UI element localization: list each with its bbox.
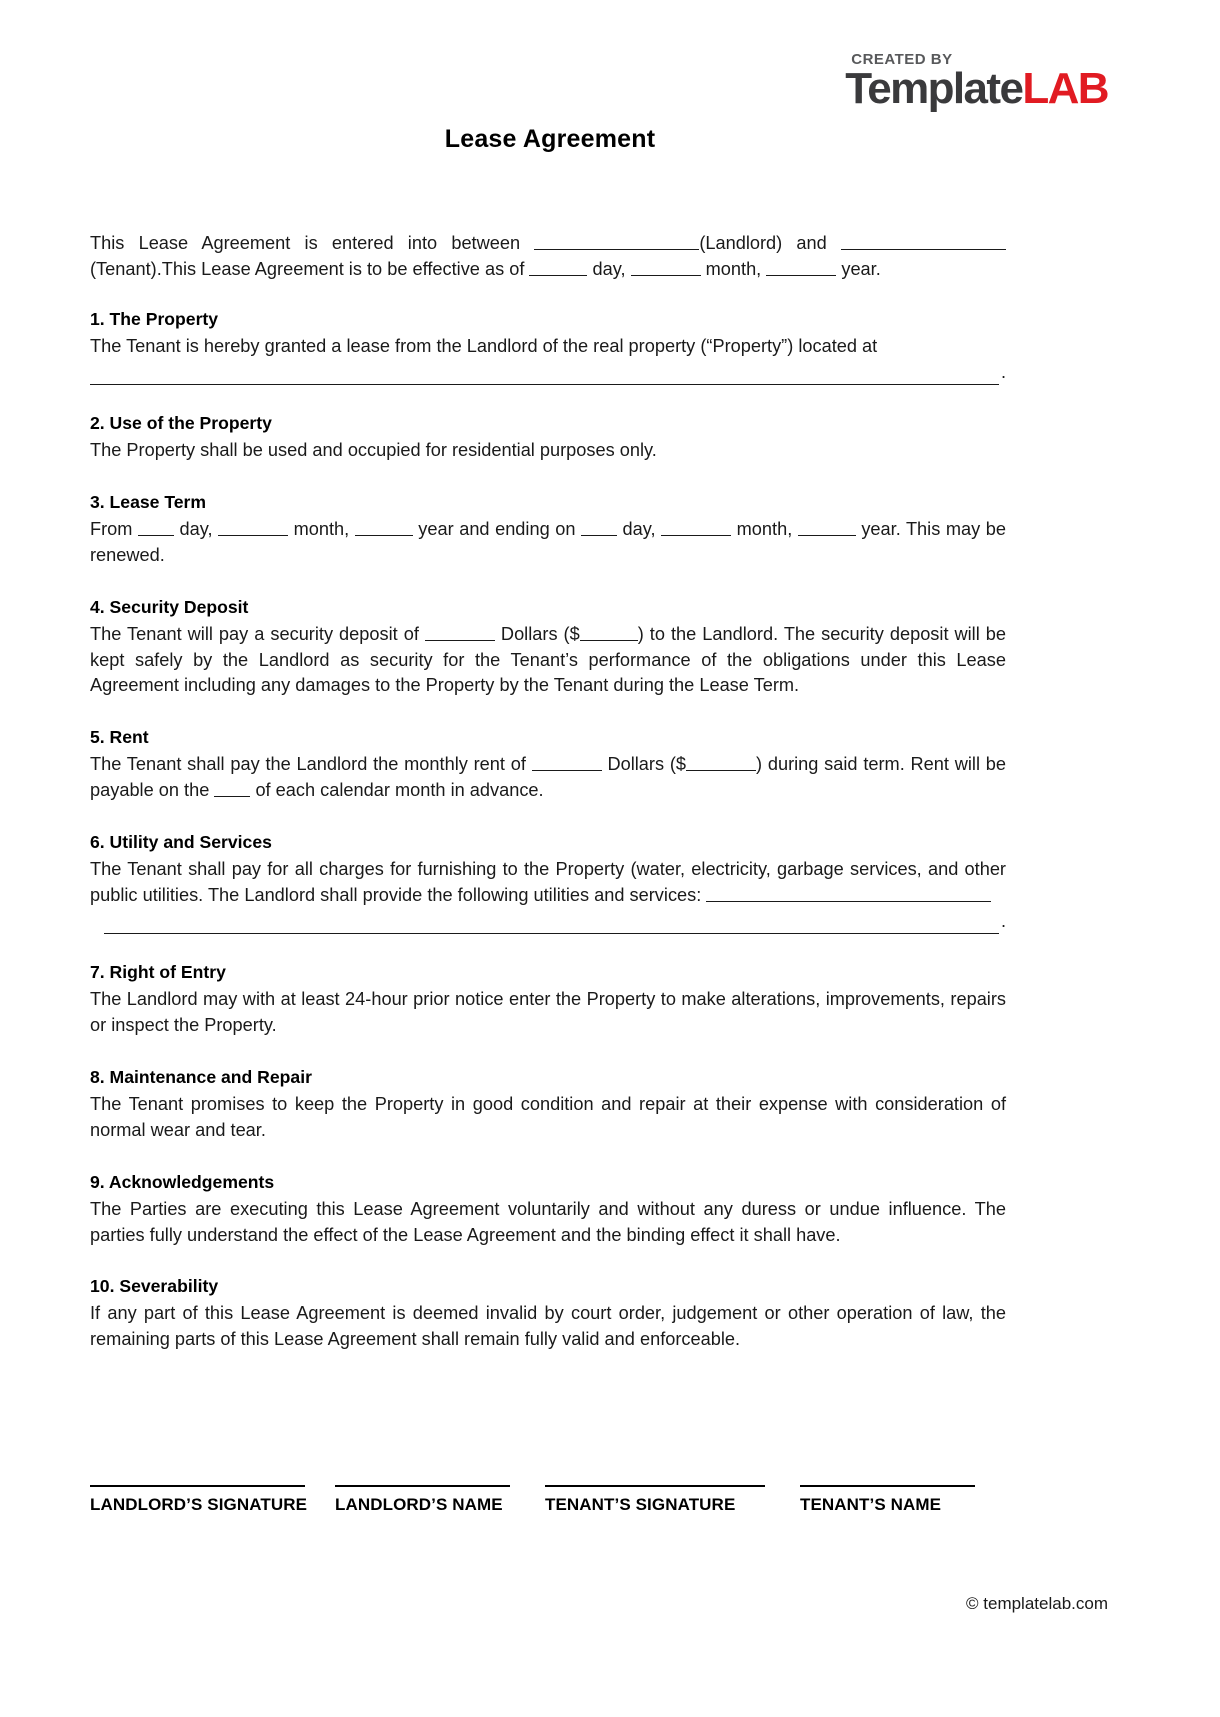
security-deposit-words-blank[interactable] [425, 624, 495, 641]
section-heading-4: 4. Security Deposit [90, 596, 249, 617]
section-right-of-entry [90, 960, 1006, 1039]
section-heading-5: 5. Rent [90, 727, 149, 748]
intro-text-6: year. [836, 258, 881, 279]
property-address-blank[interactable] [90, 365, 999, 385]
lease-start-month-blank[interactable] [218, 519, 288, 536]
section-maintenance-and-repair [90, 1065, 1006, 1144]
security-deposit-text-3: ) to the Landlord. The security deposit will be kept safely by the Landlord as security for the Tenant’s performance of the obligations under this Lease Agreement including any damages to the Property by the Tenant during the Lease Term. [90, 623, 1007, 696]
signature-column-tenant-signature [545, 1485, 800, 1515]
section-body-10: If any part of this Lease Agreement is deemed invalid by court order, judgement or other operation of law, the remaining parts of this Lease Agreement shall remain fully valid and enforceable. [90, 1303, 1006, 1350]
signature-column-landlord-name [335, 1485, 545, 1515]
lease-term-text-7: year. This may be renewed. [90, 519, 1006, 565]
intro-text-5: month, [700, 258, 767, 279]
intro-text-4: day, [587, 258, 631, 279]
utilities-provided-blank-row [90, 909, 1006, 935]
lease-term-text-2: day, [173, 519, 219, 540]
section-heading-6: 6. Utility and Services [90, 831, 272, 852]
security-deposit-text-1: The Tenant will pay a security deposit of [90, 623, 425, 644]
signature-column-tenant-name [800, 1485, 1000, 1515]
logo-lab-text: LAB [1022, 64, 1108, 113]
lease-end-day-blank[interactable] [581, 519, 617, 536]
section-heading-1: 1. The Property [90, 308, 219, 329]
utilities-text-1: The Tenant shall pay for all charges for furnishing to the Property (water, electricity, garbage services, and other public utilities. The Landlord shall provide the following utilities and services: [90, 858, 1006, 905]
landlord-name-blank[interactable] [534, 233, 699, 250]
section-rent [90, 725, 1006, 804]
logo-wordmark [845, 64, 1108, 113]
section-1-text: The Tenant is hereby granted a lease from the Landlord of the real property (“Property”) located at [90, 335, 878, 356]
landlord-name-line[interactable] [335, 1485, 510, 1487]
lease-start-day-blank[interactable] [138, 519, 174, 536]
section-body-5 [90, 752, 1006, 804]
section-body-4 [90, 622, 1006, 700]
utilities-provided-blank-2[interactable] [104, 914, 999, 934]
templatelab-logo [845, 51, 1108, 113]
signature-block [90, 1485, 1010, 1515]
lease-start-year-blank[interactable] [355, 519, 413, 536]
section-heading-2: 2. Use of the Property [90, 413, 272, 434]
tenant-name-blank[interactable] [841, 233, 1006, 250]
landlord-signature-label: LANDLORD’S SIGNATURE [90, 1495, 308, 1514]
document-body [90, 231, 1006, 1353]
rent-text-2: Dollars ($ [601, 754, 687, 775]
rent-amount-blank[interactable] [686, 754, 756, 771]
section-6-rule-tail: . [1000, 910, 1006, 931]
tenant-name-label: TENANT’S NAME [800, 1495, 942, 1514]
logo-template-text: Template [845, 64, 1023, 113]
utilities-provided-blank-1[interactable] [706, 885, 991, 902]
security-deposit-amount-blank[interactable] [580, 624, 638, 641]
section-body-7: The Landlord may with at least 24-hour prior notice enter the Property to make alterations, improvements, repairs or inspect the Property. [90, 989, 1006, 1036]
rent-text-4: of each calendar month in advance. [250, 780, 544, 801]
section-heading-7: 7. Right of Entry [90, 962, 226, 983]
section-heading-3: 3. Lease Term [90, 492, 207, 513]
section-heading-10: 10. Severability [90, 1276, 219, 1297]
lease-term-text-1: From [90, 519, 138, 540]
intro-text-1: This Lease Agreement is entered into between [90, 233, 535, 253]
signature-column-landlord-signature [90, 1485, 335, 1515]
logo-created-by-label: CREATED BY [851, 51, 953, 68]
section-body-8: The Tenant promises to keep the Property in good condition and repair at their expense with consideration of normal wear and tear. [90, 1094, 1006, 1140]
page-title: Lease Agreement [444, 125, 656, 153]
property-address-blank-row [90, 360, 1006, 386]
tenant-name-line[interactable] [800, 1485, 975, 1487]
security-deposit-text-2: Dollars ($ [494, 623, 580, 644]
effective-day-blank[interactable] [529, 259, 587, 276]
section-heading-8: 8. Maintenance and Repair [90, 1067, 312, 1088]
effective-year-blank[interactable] [766, 259, 836, 276]
rent-due-day-blank[interactable] [214, 780, 250, 797]
section-use-of-property [90, 411, 1006, 464]
lease-term-text-6: month, [731, 519, 798, 540]
section-body-9: The Parties are executing this Lease Agreement voluntarily and without any duress or undue influence. The parties fully understand the effect of the Lease Agreement and the binding effect it shall have. [90, 1198, 1006, 1245]
section-body-6 [90, 857, 1006, 909]
intro-text-2: (Landlord) and [699, 233, 841, 253]
lease-end-year-blank[interactable] [798, 519, 856, 536]
section-utility-and-services [90, 830, 1006, 935]
section-body-2: The Property shall be used and occupied for residential purposes only. [90, 440, 657, 461]
landlord-name-label: LANDLORD’S NAME [335, 1495, 503, 1514]
section-acknowledgements [90, 1170, 1006, 1249]
rent-text-1: The Tenant shall pay the Landlord the monthly rent of [90, 754, 532, 775]
section-security-deposit [90, 595, 1006, 700]
footer-copyright: © templatelab.com [966, 1594, 1108, 1613]
section-severability [90, 1274, 1006, 1353]
section-body-3 [90, 517, 1006, 569]
lease-term-text-3: month, [288, 519, 355, 540]
section-body-1 [90, 334, 1006, 360]
section-lease-term [90, 490, 1006, 569]
section-the-property [90, 307, 1006, 386]
lease-term-text-4: year and ending on [412, 519, 581, 540]
tenant-signature-line[interactable] [545, 1485, 765, 1487]
effective-month-blank[interactable] [631, 259, 701, 276]
section-1-rule-tail: . [1000, 361, 1006, 382]
section-heading-9: 9. Acknowledgements [90, 1171, 275, 1192]
intro-paragraph [90, 231, 1006, 283]
tenant-signature-label: TENANT’S SIGNATURE [545, 1495, 736, 1514]
intro-text-3: (Tenant).This Lease Agreement is to be effective as of [90, 258, 530, 279]
rent-words-blank[interactable] [532, 754, 602, 771]
lease-term-text-5: day, [617, 519, 662, 540]
landlord-signature-line[interactable] [90, 1485, 305, 1487]
lease-end-month-blank[interactable] [661, 519, 731, 536]
rent-text-3: ) during said term. Rent will be payable on the [90, 754, 1006, 801]
